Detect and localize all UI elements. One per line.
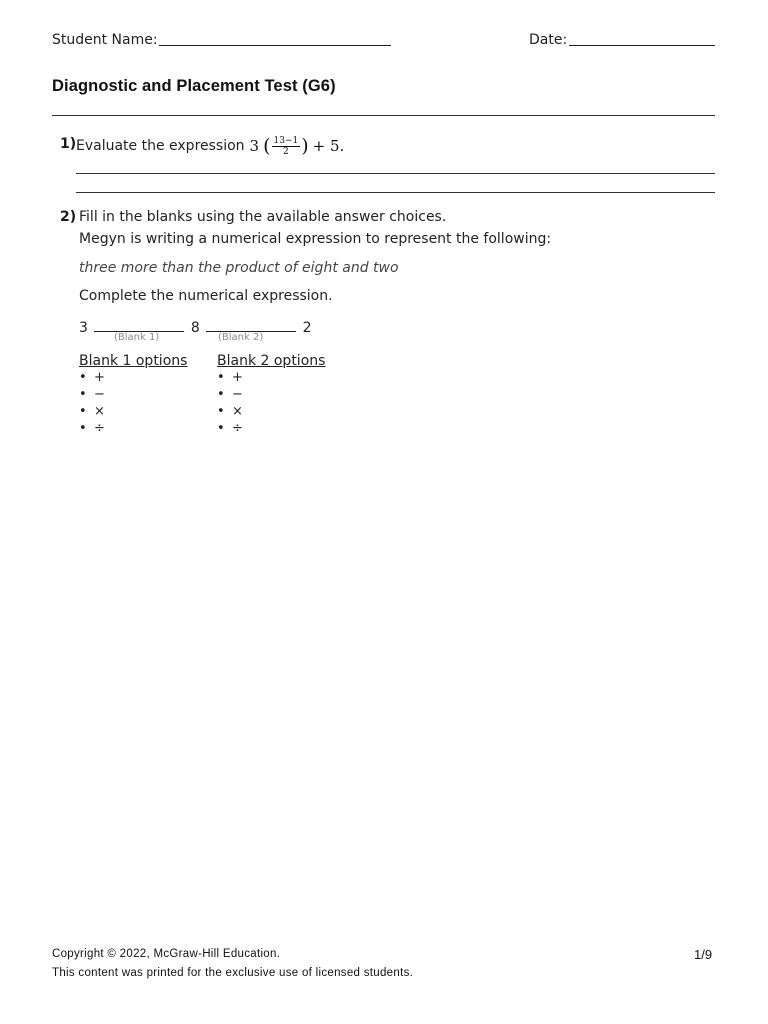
blank-1-options-list	[79, 369, 105, 437]
question-2-phrase: three more than the product of eight and two	[79, 260, 399, 276]
blank-2-options-heading: Blank 2 options	[217, 353, 326, 369]
bullet-icon: •	[217, 404, 225, 419]
bullet-icon: •	[217, 387, 225, 402]
fraction-numerator: 13−1	[273, 135, 299, 146]
blank-1-input[interactable]	[94, 317, 184, 332]
blank-2-option[interactable]: • ×	[217, 404, 243, 419]
fraction-denominator: 2	[283, 146, 289, 157]
expression-coefficient: 3	[249, 137, 260, 155]
bullet-icon: •	[79, 370, 87, 385]
title-divider	[52, 115, 715, 116]
question-2-number: 2)	[60, 209, 77, 225]
blank-2-option[interactable]: • +	[217, 370, 243, 385]
blank-2-options-list	[217, 369, 243, 437]
license-notice: This content was printed for the exclusive use of licensed students.	[52, 967, 414, 979]
page-title: Diagnostic and Placement Test (G6)	[52, 77, 336, 95]
bullet-icon: •	[217, 421, 225, 436]
blank-2-option[interactable]: • ÷	[217, 421, 243, 436]
question-1-number: 1)	[60, 136, 77, 152]
answer-line-2[interactable]	[76, 192, 715, 193]
open-paren: (	[263, 135, 271, 157]
question-1-prompt-row	[76, 135, 344, 157]
expression-term-b: 8	[190, 320, 200, 336]
blank-2-caption: (Blank 2)	[218, 332, 264, 343]
answer-line-1[interactable]	[76, 173, 715, 174]
bullet-icon: •	[79, 404, 87, 419]
expression-term-c: 2	[302, 320, 312, 336]
student-name-field[interactable]	[159, 45, 391, 46]
blank-2-input[interactable]	[206, 317, 296, 332]
question-1-prompt: Evaluate the expression	[76, 138, 245, 154]
copyright-text: Copyright © 2022, McGraw-Hill Education.	[52, 948, 281, 960]
close-paren: )	[301, 135, 309, 157]
blank-1-option[interactable]: • ×	[79, 404, 105, 419]
expression-term-a: 3	[79, 320, 88, 336]
question-2-instruction: Fill in the blanks using the available answer choices.	[79, 209, 447, 225]
date-label: Date:	[529, 32, 568, 48]
bullet-icon: •	[217, 370, 225, 385]
expression-tail: + 5.	[312, 137, 345, 155]
date-field[interactable]	[569, 45, 715, 46]
blank-1-option[interactable]: • ÷	[79, 421, 105, 436]
blank-1-option[interactable]: • −	[79, 387, 105, 402]
blank-1-options-heading: Blank 1 options	[79, 353, 188, 369]
page-number: 1/9	[694, 947, 713, 962]
expression-fraction	[272, 136, 301, 157]
question-2-task: Complete the numerical expression.	[79, 288, 333, 304]
question-2-context: Megyn is writing a numerical expression to represent the following:	[79, 231, 552, 247]
student-name-label: Student Name:	[52, 32, 158, 48]
blank-2-option[interactable]: • −	[217, 387, 243, 402]
bullet-icon: •	[79, 387, 87, 402]
blank-1-caption: (Blank 1)	[114, 332, 160, 343]
blank-1-option[interactable]: • +	[79, 370, 105, 385]
bullet-icon: •	[79, 421, 87, 436]
